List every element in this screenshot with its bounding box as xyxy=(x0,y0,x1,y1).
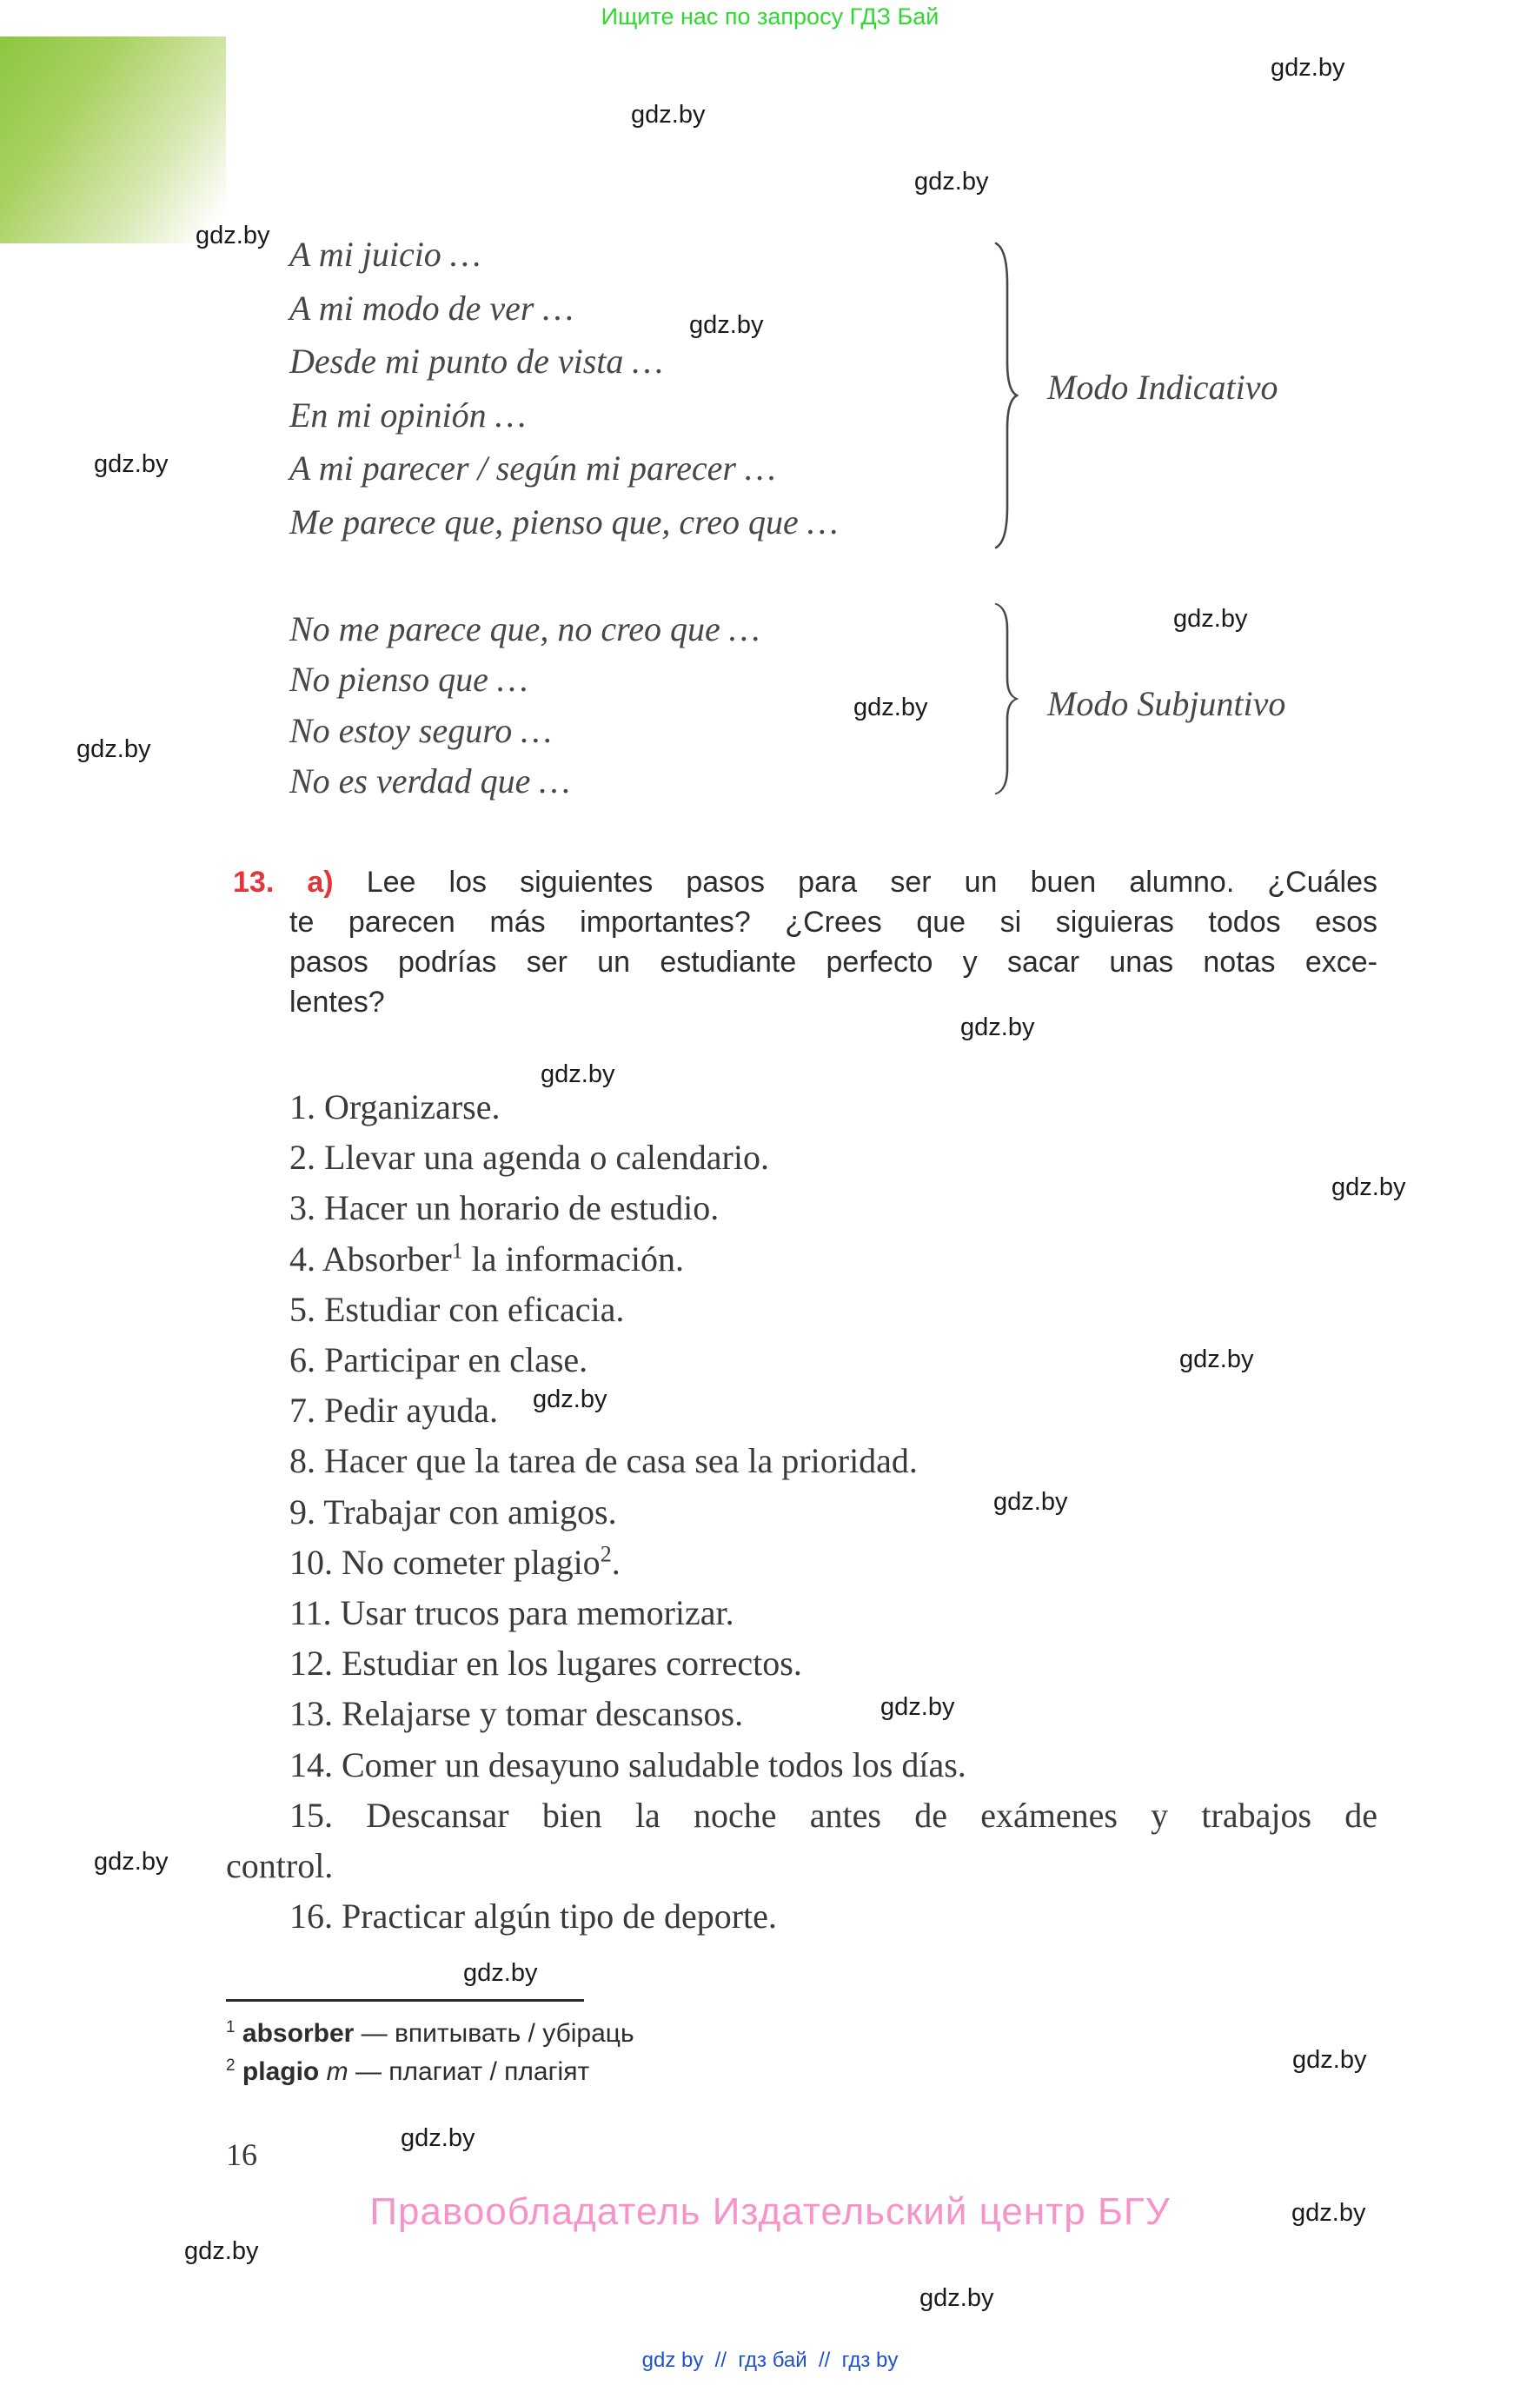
list-item: 8. Hacer que la tarea de casa sea la prioridad. xyxy=(289,1441,918,1481)
exercise-prompt-line: lentes? xyxy=(289,986,385,1019)
subjunctive-expressions xyxy=(289,604,760,807)
gdz-watermark: gdz.by xyxy=(1271,54,1345,82)
corner-gradient-decoration xyxy=(0,37,226,243)
indicative-expressions xyxy=(289,228,838,548)
footnote: $^2$ plagio m — плагиат / плагіят xyxy=(226,2056,590,2086)
expression-line: No pienso que … xyxy=(289,660,528,700)
list-item: 2. Llevar una agenda o calendario. xyxy=(289,1138,769,1178)
gdz-watermark: gdz.by xyxy=(960,1013,1035,1041)
list-item: 9. Trabajar con amigos. xyxy=(289,1491,617,1531)
gdz-watermark: gdz.by xyxy=(94,450,169,478)
footnote: $^1$ absorber — впитывать / убіраць xyxy=(226,2018,634,2048)
list-item: 7. Pedir ayuda. xyxy=(289,1391,498,1431)
copyright-notice: Правообладатель Издательский центр БГУ xyxy=(369,2190,1171,2233)
exercise-letter: a) xyxy=(307,866,334,899)
list-item: 3. Hacer un horario de estudio. xyxy=(289,1188,720,1228)
gdz-watermark: gdz.by xyxy=(1331,1173,1406,1201)
gdz-watermark: gdz.by xyxy=(1173,605,1248,633)
brace-subjuntivo xyxy=(991,602,1019,795)
gdz-watermark: gdz.by xyxy=(541,1060,615,1088)
expression-line: En mi opinión … xyxy=(289,395,527,435)
list-item: 1. Organizarse. xyxy=(289,1087,501,1126)
gdz-watermark: gdz.by xyxy=(689,311,764,339)
gdz-watermark: gdz.by xyxy=(993,1488,1068,1516)
gdz-watermark: gdz.by xyxy=(853,694,928,721)
exercise-number: 13. xyxy=(233,866,275,899)
list-item: 16. Practicar algún tipo de deporte. xyxy=(289,1897,777,1937)
exercise-prompt-line: pasos podrías ser un estudiante perfecto y sacar unas notas exce- xyxy=(289,946,1377,979)
gdz-watermark: gdz.by xyxy=(1291,2199,1366,2227)
gdz-watermark: gdz.by xyxy=(401,2124,475,2152)
expression-line: No me parece que, no creo que … xyxy=(289,609,760,648)
mode-label-subjuntivo: Modo Subjuntivo xyxy=(1047,684,1286,723)
gdz-watermark: gdz.by xyxy=(76,735,151,763)
expression-line: A mi juicio … xyxy=(289,235,481,274)
expression-line: A mi modo de ver … xyxy=(289,288,574,328)
gdz-watermark: gdz.by xyxy=(94,1848,169,1876)
gdz-watermark: gdz.by xyxy=(1292,2046,1367,2074)
page-number: 16 xyxy=(226,2137,257,2172)
footer-search-line: gdz by // гдз бай // гдз by xyxy=(641,2348,899,2372)
gdz-watermark: gdz.by xyxy=(533,1385,607,1413)
exercise-prompt-line: te parecen más importantes? ¿Crees que si siguieras todos esos xyxy=(289,906,1377,939)
list-item: 11. Usar trucos para memorizar. xyxy=(289,1593,734,1633)
gdz-watermark: gdz.by xyxy=(631,101,706,129)
gdz-watermark: gdz.by xyxy=(463,1959,538,1987)
list-item: 15. Descansar bien la noche antes de exámenes y trabajos de xyxy=(289,1795,1377,1835)
list-item: 12. Estudiar en los lugares correctos. xyxy=(289,1644,802,1684)
list-item: 13. Relajarse y tomar descansos. xyxy=(289,1694,744,1734)
gdz-watermark: gdz.by xyxy=(1179,1345,1254,1373)
list-item: 5. Estudiar con eficacia. xyxy=(289,1289,625,1329)
gdz-watermark: gdz.by xyxy=(184,2237,259,2265)
list-item: 10. No cometer plagio$^2$. xyxy=(289,1541,621,1582)
exercise-prompt-line xyxy=(233,862,1377,902)
brace-indicativo xyxy=(991,241,1019,550)
expression-line: No es verdad que … xyxy=(289,761,570,801)
gdz-watermark: gdz.by xyxy=(196,222,270,249)
exercise-prompt-text: Lee los siguientes pasos para ser un buen alumno. ¿Cuáles xyxy=(366,866,1377,899)
footnotes xyxy=(226,2015,634,2091)
gdz-watermark: gdz.by xyxy=(880,1693,955,1721)
list-item: control. xyxy=(226,1846,334,1886)
expression-line: No estoy seguro … xyxy=(289,710,552,750)
mode-label-indicativo: Modo Indicativo xyxy=(1047,368,1278,407)
list-item: 4. Absorber$^1$ la información. xyxy=(289,1238,684,1279)
expression-line: A mi parecer / según mi parecer … xyxy=(289,448,776,488)
list-item: 14. Comer un desayuno saludable todos los días. xyxy=(289,1744,966,1784)
expression-line: Me parece que, pienso que, creo que … xyxy=(289,502,839,541)
promo-banner: Ищите нас по запросу ГДЗ Бай xyxy=(601,3,939,30)
gdz-watermark: gdz.by xyxy=(914,168,989,196)
footnote-separator xyxy=(226,1999,584,2002)
list-item: 6. Participar en clase. xyxy=(289,1340,588,1380)
expression-line: Desde mi punto de vista … xyxy=(289,342,663,381)
exercise-prompt xyxy=(226,862,1377,1022)
steps-list xyxy=(226,1082,1377,1942)
gdz-watermark: gdz.by xyxy=(919,2284,994,2312)
